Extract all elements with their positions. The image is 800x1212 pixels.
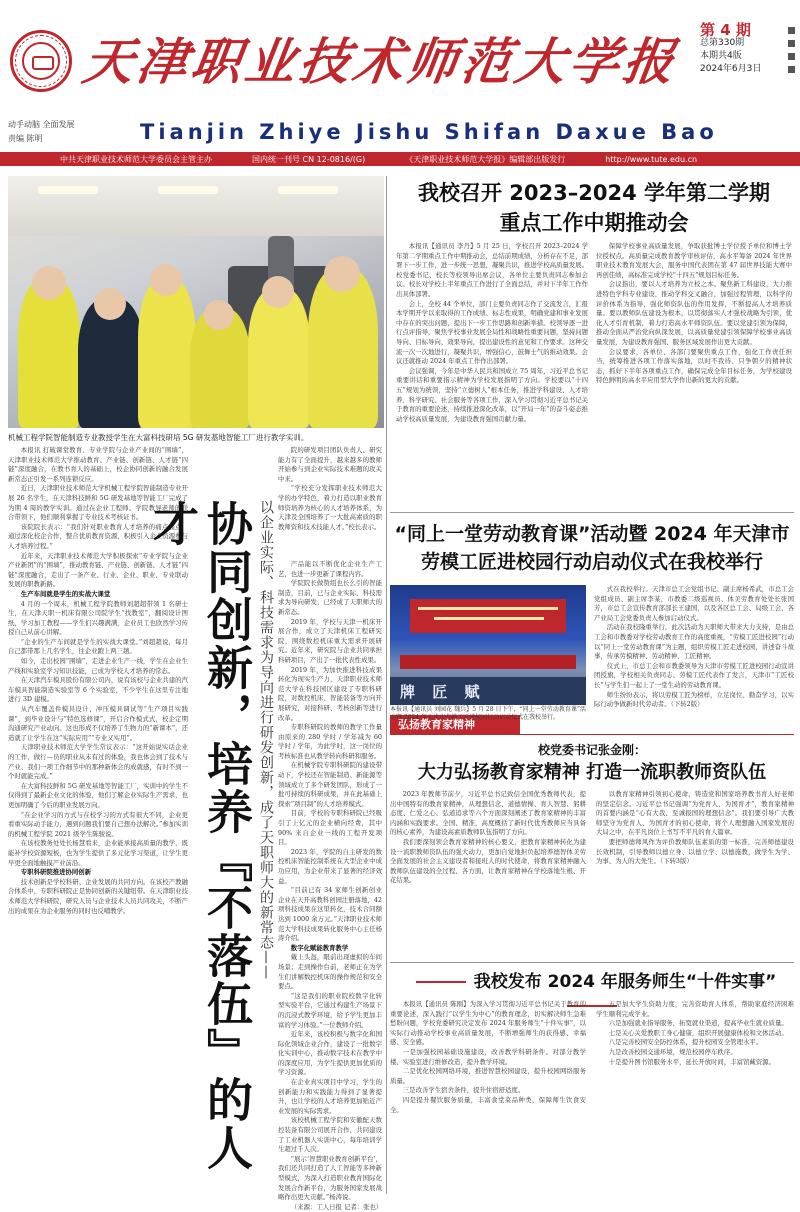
lead-photo xyxy=(8,176,384,428)
story3-photo xyxy=(390,585,586,705)
story2-col-right: 保障学校事业高质量发展，争取获批博士学位授予单位和博士学位授权点。高质量完成教育教学审核评估，高水平筹备 2024 年世界职业技术教育发展大会，服务中国代表团在第 47 届世界技能大赛中再创佳绩，高标准完成学校“十四五”规划目标任务。 会议指出，要以人才培养为立校之本。聚焦新工科建设，大力推进特色学科专业建设，推动学科交叉融合，加强过程管理，以科学的评价体系为指导，强化师资队伍的作用发挥，不断提高人才培养质量。要以教师队伍建设为根本，以贯彻落实人才强校战略为引领，优化人才引育机制，着力打造高水平师资队伍。要以党建引领为保障，推动全面从严治党向纵深发展，以高质量党建引领保障学校事业高质量发展，为建设教育强国、服务区域发展作出更大贡献。 会议要求，各单位、各部门要聚焦重点工作，强化工作责任担当，统筹推进各项工作落实落地，以时不我待、只争朝夕的精神状态，抓好下半年各项重点工作，确保完成全年目标任务，为学校建设特色鲜明的高水平应用型大学作出新的更大的贡献。 xyxy=(596,242,792,385)
lead-col1: 本报讯 打破课堂教育、专业学院与企业产业间的“围墙”，天津职业技术师范大学推动教育、产业链、创新链、人才链“四链”深度融合，在教书育人的基础上，校企协同创新的融合发展新常态正引发一系列连锁反应。 近日，天津职业技术师范大学机械工程学院智能制造专业开展 26 名学生，在天津科技鲜和 5G 研发基地等智能工厂完成了为期 4 周的教学实训。通过在企业工程师、学院教导老师的联合带领下，他们顺利掌握了专业技术考核证书。 该院院长表示：“我们针对职业教育人才培养的痛点痛点，通过深化校企合作，整合优质教育资源，积极引入企业资源参与人才培养过程。” 近年来，天津职业技术师范大学积极探索“专业学院与企业产业新团”的“围墙”，推动教育链、产业链、创新链、人才链“四链”深度融合，走出了一条产业、行业、企业、职业、专业联动发展的职教新路。 生产车间就是学生的实战大课堂 4 月的一个周末，机械工程学院教师刘超超带领 1 名研士生，在天津天职一机床有限公司院学生“找教室”，翻阅设计图纸，学习加工教程——学生们兴趣满满，企业员工也欣然学习传授自己从前心讲解。 “企业的生产车间就是学生的实战大课堂。”刘超超说，每月自己都带那上几名学生，往企业跑上两三趟。 如今，走出校园“围墙”，走进企业生产一线，学生在企业生产线和实验室学习知识技能，已成为学校人才培养的常态。 在天津汽车模具股份有限公司内，说有该校与企业共建的汽车模具智能制造实验室等 6 个实验室，不少学生在这里专注地进行 3D 建模。 从汽车覆盖件模具设计、冲压模具调试等“生产项目实践课”，到毕业设计与“特色选修课”，开启合作模式式，校企定期沟通研究产业动向。这也形成不仅培养了生物力的“新课本”，还造就了让学生在这“实际应用”“专业又实用”。 天津职业技术师范大学学生常议表示：“这开始说实话企业的工作，做行—员的职业从未有过的体验，我也体会到了技术与产业、我们一项工作细节中的那种新体会的成就感，有时不到一个时就能完成。” 在大富科技鲜和 5G 研发基地等智能工厂，实训中的学生不仅得到了最新企业文化的体验，他们了解企业实际生产需求，也更加明确了今后的职业发展方向。 “在企业学习的方式与在校学习的方式有很大不同，企业更看重实际动手能力，遇到问题我们要自己想办法解决。”参加实训的机械工程学院 2021 级学生陈骏说。 在该校教务处处长杨慧看来，企业能承接高质量的教学，既能补学校资源短板，也为学生提供了多元化学习渠道，让学生更早更全面地触摸产业前沿。 专职科研院推进协同创新 技术创新是学校科研、企业发展的共同方向。在该校产教融合体系中，专职科研院正是协同创新的关键纽带。在天津职业技术师范大学科研院，研究人员与企业技术人员共同攻关，不断产出的成果在为企业服务的同时也反哺教学。 xyxy=(8,446,188,915)
story4-col-left: 2023 年教师节前夕，习近平总书记致信全国优秀教师代表，提出中国特有的教育家精神，从理想信念、道德情操、育人智慧、躬耕态度、仁爱之心、弘道追求等六个方面深刻阐述了教育家精神的丰富内涵和实践要求。全国、精准，高度概括了新时代优秀教师应当具备的核心素养，为建设高素质教师队伍指明了方向。 我们要深刻领会教育家精神的核心要义，把教育家精神转化为建设一流职教师资队伍的强大动力，更加自觉地担负起培养德智体美劳全面发展的社会主义建设者和接班人的时代使命，将教育家精神融入教师队伍建设的全过程、各方面，让教育家精神在学校落地生根、开花结果。 xyxy=(390,790,586,885)
newspaper-title: 天津职业技术师范大学报 xyxy=(79,32,682,91)
newspaper-pinyin: Tianjin Zhiye Jishu Shifan Daxue Bao xyxy=(140,120,718,144)
info-sponsor: 中共天津职业技术师范大学委员会主管主办 xyxy=(60,154,212,164)
issue-info xyxy=(700,21,795,76)
story3-headline: “同上一堂劳动教育课”活动暨 2024 年天津市 劳模工匠进校园行动启动仪式在我校举行 xyxy=(394,523,790,573)
story3-caption-text: 本报讯【通讯员 刘园花 魏兵】5 月 28 日下午，“同上一堂劳动教育课”活动暨 2024 年天津市劳模工匠进校园行动启动仪式在我校举行。 xyxy=(390,706,586,721)
lead-col2: 产品能以不断优化企业生产工艺，也进一步更新了课程内容。 学院院长做赞组也长么引的智能制造，目前，已与企业实际、科技需求为导向研发，已经成了天职师大的新常态。 2019 年，学校与天津一机床开展合作，成立了天津机床工程研究院，围绕数控机床重大需求开展研究。近年来，研究院与企业共同承担科研项目，产出了一批代表性成果。 2019 年，为加快推进科技成果转化为现实生产力，天津职业技术师范大学在科技园区建设了专职科研院，对数控机床、智能装备等方向开展研究，对接科研、考核创新等进行改革。 专职科研院的教师的教学工作量由原来的 280 学时 / 学年减为 60 学时 / 学年，为此学时，这一岗位的考核标准也从教学转向科研和服务。 在机械学院专职科研院的建设带动下，学校还在智能制造、新能源等领域成立了多个研发团队，形成了一批可持续的科研成果，并在此基础上探索“项目制”的人才培养模式。 目前，学校的专职科研院已经吸引了上亿元的企业横向经费，其中 90% 来自企业一线的工程开发项目。 2023 年，学院的自主研发的数控机床智能控制系统在大型企业中成功应用，为企业带来了显著的经济效益。 “目前已有 34 家师生创新创业企业在天开高教科创园注册落地，42 项科技成果在这里转化，技术合同额达到 1000 余万元。”天津职业技术师范大学科技成果转化服务中心主任杨涛介绍。 数字化赋能教育教学 戴上头盔，眼前出现虚拟的车间场景；走到操作台前，老师正在为学生们讲解数控机床的操作规范和安全要点。 “这是我们的职业院校数字化转型实验平台，它通过构建生产场景下的沉浸式教学环境，给予学生更加丰富的学习体验。”一位教师介绍。 近年来，该校积极与数字化和国际化领域企业合作，建设了一批数字化实训中心，推动数字技术在教学中的深度应用，为学生提供更加优质的学习资源。 在企业真实项目中学习，学生的创新能力和实践能力得到了显著提升，也让学校的人才培养更加贴近产业发展的实际需求。 该校机械工程学院和安徽配天数控装备有限公司展开合作，共同建设了工业机器人实训中心，每年培训学生超过千人次。 “展示‘智慧职业教育创新平台’，我们还共同打造了人工智能等多种新型模式，为深入打造职业教育国际化发展合作新平台，为服务国家发展战略作出更大贡献。”杨涛说。 （来源：工人日报 记者：张也） xyxy=(278,560,383,1211)
info-cn-number: 国内统一刊号 CN 12-0816/(G) xyxy=(252,154,366,164)
lead-photo-caption: 机械工程学院智能制造专业教授学生在大富科技研培 5G 研发基地智能工厂进行教学实训。 xyxy=(8,433,309,442)
page-count: 本期共4版 xyxy=(700,51,742,61)
story5-col-right: 五是加大学生资助力度，完善资助育人体系，帮助家庭经济困难学生顺利完成学业。 六是加强就业指导服务，拓宽就业渠道，提高毕业生就业质量。 七是关心关爱教职工身心健康，组织开展健康体检和文体活动。 八是完善校园安全防控体系，提升校园安全管理水平。 九是改善校园交通环境，规范校园停车秩序。 十是提升图书馆服务水平，延长开放时间，丰富馆藏资源。 xyxy=(596,1000,794,1066)
editor-line: 责编 陈明 xyxy=(8,134,43,143)
story2-headline: 我校召开 2023–2024 学年第二学期 重点工作中期推动会 xyxy=(417,181,771,235)
info-publisher: 《天津职业技术师范大学报》编辑部出版发行 xyxy=(405,154,566,164)
story4-headline: 校党委书记张金刚： 大力弘扬教育家精神 打造一流职教师资队伍 xyxy=(417,743,767,783)
info-bar xyxy=(0,152,800,166)
story3-photo-text: 牌 匠 赋 xyxy=(400,683,486,701)
story5-col-left: 本报讯【通讯员 陈刚】为深入学习贯彻习近平总书记关于教育的重要论述，深入践行“以学生为中心”的教育理念，切实解决师生急难愁盼问题，学校党委研究决定发布 2024 年服务师生“十件实事”，以实际行动推动学校事业高质量发展，不断增强师生的获得感、幸福感、安全感。 一是加强校园基础设施建设，改善教学科研条件。对部分教学楼、实验室进行维修改造，提升教学环境。 二是优化校园网络环境，推进智慧校园建设，提升校园网络服务质量。 三是改善学生宿舍条件，提升住宿舒适度。 四是提升餐饮服务质量，丰富食堂菜品种类，保障师生饮食安全。 xyxy=(390,1000,586,1114)
section-tag-label: 弘扬教育家精神 xyxy=(390,715,520,735)
story2-col-left: 本报讯【通讯员 李丹】5 月 25 日，学校召开 2023–2024 学年第二学期重点工作中期推动会，总结前期成绩，分析存在不足，部署下一步工作，进一步统一思想，凝聚共识，推进学校高质量发展。校党委书记、校长等校领导出席会议，各单位主要负责同志参加会议。校长对学校上半年重点工作进行了全面总结，并对下半年工作作出具体部署。 会上，全校 44 个单位、部门主要负责同志作了交流发言，汇报本学期开学以来取得的工作成绩、标志性成果，明确党建和事业发展中存在的突出问题，提出下一步工作思路和创新举措。校领导逐一进行点评指导，聚焦学校事业发展全局性和战略性重要问题，坚持问题导向、目标导向、效果导向，提出建设性的意见和工作要求。这种交流一次一次地进行，凝聚共识，增强信心，鼓舞士气的推动效果。会议还就推动 2024 年重点工作作出部署。 会议强调，今年是中华人民共和国成立 75 周年，习近平总书记重要讲话和重要指示精神为学校发展指明了方向。学校要以“十四五”规划为统领，坚持“立德树人”根本任务，推进学科建设、人才培养、科学研究、社会服务等各项工作，深入学习贯彻习近平总书记关于教育的重要论述，持续推进深化改革，以“开局一年”的奋斗姿态推动学校高质量发展，为建设教育强国贡献力量。 xyxy=(396,242,588,423)
story3-col-right: 式在我校举行。天津市总工会党组书记、副主席杨希武，市总工会党组成员、副主席李某，市教委二级巡视员、体美劳教育处处长张国芳，市总工会宣传教育部部长王建国，以及各区总工会、局级工会、各产业局工会党委负责人参加启动仪式。 活动在我校隆重举行，此次活动为天职师大带来大力支持，是由总工会和市教委对学校劳动教育工作的高度重视，“劳模工匠进校园”行动以“同上一堂劳动教育课”为主题，组织劳模工匠走进校园，讲述奋斗故事，传承劳模精神、劳动精神、工匠精神。 仪式上，市总工会和市教委领导为天津市劳模工匠进校园行动宣讲团授旗，学校相关负责同志、劳模工匠代表作了发言，天津市“工匠校长”与学生们一起上了一堂生动的劳动教育课。 师生纷纷表示，将以劳模工匠为榜样，立足岗位、勤奋学习，以实际行动争做新时代劳动者。（下转2版） xyxy=(594,585,794,709)
total-issue: 总第330期 xyxy=(700,38,745,48)
lead-col2-top: 院的研发项目团队负责人、研究能力有了全面提升，越来越多的教师开始参与到企业实际技术难题的攻关中来。 “学校充分发挥职业技术师范大学的办学特色，着力打造以职业教育师资培养为核心的人才培养体系，为天津及全国培养了一大批高素质的职教师资和技术技能人才。”校长表示。 xyxy=(278,446,382,531)
lead-vertical-subtitle: 以企业实际、科技需求为导向进行研发创新，成了天职师大的新常态—— xyxy=(258,500,274,980)
university-logo-icon xyxy=(10,30,72,92)
issue-date: 2024年6月3日 xyxy=(700,64,762,74)
masthead xyxy=(0,0,800,150)
story4-col-right: 以教育家精神引领初心使命，铸造党和国家培养教书育人好老师的坚定信念。习近平总书记强调“为党育人、为国育才”，教育家精神的首要内涵是“心有大我、至诚报国的理想信念”。我们要引导广大教师坚守为党育人、为国育才的初心使命，将个人理想融入国家发展的大局之中，在平凡岗位上书写不平凡的育人篇章。 要把师德师风作为评价教师队伍素质的第一标准，完善师德建设长效机制，引导教师以德立身、以德立学、以德施教，做学生为学、为事、为人的大先生。（下转3版） xyxy=(596,790,794,866)
lead-vertical-title: 协同创新，培养『不落伍』的人才 xyxy=(146,500,254,1172)
masthead-side-label xyxy=(8,118,75,146)
issue-number: 第 4 期 xyxy=(700,21,751,39)
slogan: 动手动脑 全面发展 xyxy=(8,120,75,129)
info-website[interactable]: http://www.tute.edu.cn xyxy=(605,154,698,164)
story5-headline: 我校发布 2024 年服务师生“十件实事” xyxy=(390,970,794,1018)
